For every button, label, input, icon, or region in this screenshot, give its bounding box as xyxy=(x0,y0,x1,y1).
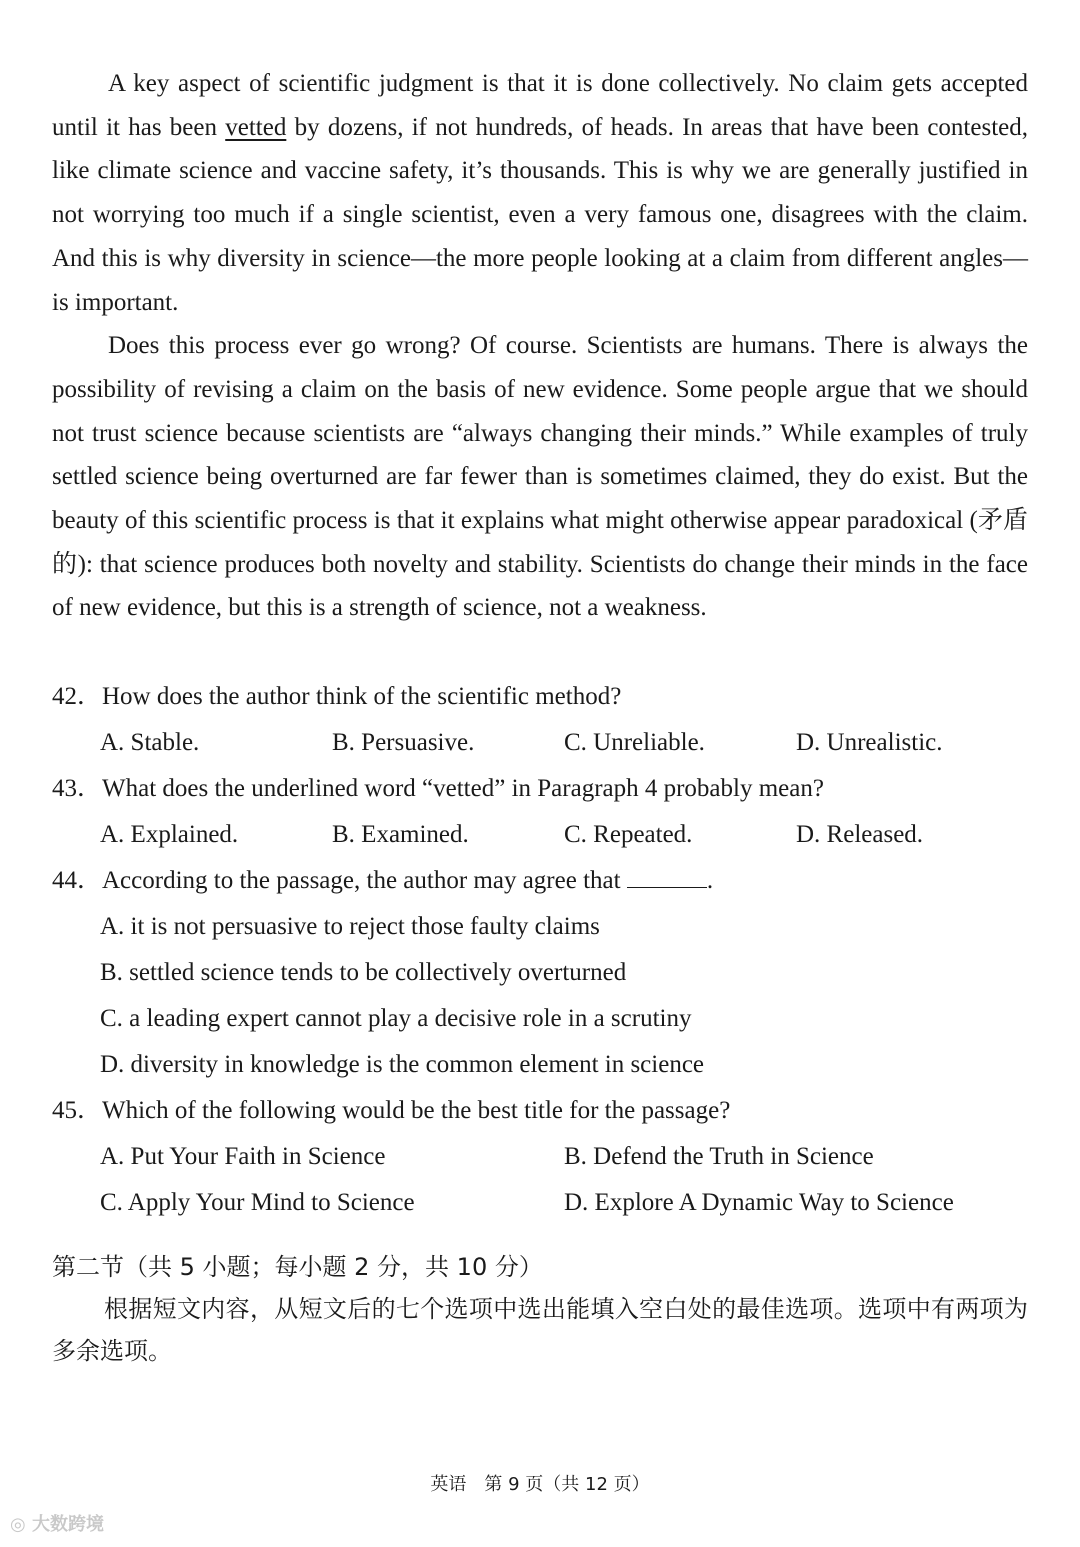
q43-option-b: B. Examined. xyxy=(332,821,469,849)
answer-blank xyxy=(627,867,707,888)
q44-option-b: B. settled science tends to be collectively overturned xyxy=(100,959,627,987)
q45-option-d: D. Explore A Dynamic Way to Science xyxy=(564,1189,954,1217)
spacer xyxy=(52,630,1028,674)
p1-text-before: A key aspect of scientific judgment is that it is done collectively. No claim gets accepted until it has been xyxy=(52,70,1028,141)
passage-paragraph-2: Does this process ever go wrong? Of course. Scientists are humans. There is always the possibility of revising a claim on the basis of new evidence. Some people argue that we should not trust science because scientists are “always changing their minds.” While examples of truly settled science being overturned are far fewer than is sometimes claimed, they do exist. But the beauty of this scientific process is that it explains what might otherwise appear paradoxical (矛盾的): that science produces both novelty and stability. Scientists do change their minds in the face of new evidence, but this is a strength of science, not a weakness. xyxy=(52,332,1028,622)
question-42-stem: 42．How does the author think of the scientific method? xyxy=(52,683,622,711)
passage-paragraph-1 xyxy=(52,62,1028,324)
watermark xyxy=(10,1510,104,1536)
question-43-options xyxy=(52,812,1028,858)
q44-stem-text: 44．According to the passage, the author may agree that xyxy=(52,867,621,895)
page-footer: 英语 第 9 页（共 12 页） xyxy=(430,1474,650,1495)
q45-option-a: A. Put Your Faith in Science xyxy=(100,1143,386,1171)
underlined-word-vetted: vetted xyxy=(225,113,287,141)
question-45-options-row-1 xyxy=(52,1134,1028,1180)
q44-option-a: A. it is not persuasive to reject those faulty claims xyxy=(100,913,600,941)
p1-text-after: by dozens, if not hundreds, of heads. In areas that have been contested, like climate science and vaccine safety, it’s thousands. This is why we are generally justified in not worrying too much if a single scientist, even a very famous one, disagrees with the claim. And this is why diversity in science—the more people looking at a claim from different angles—is important. xyxy=(52,113,1028,316)
question-43-stem: 43．What does the underlined word “vetted” in Paragraph 4 probably mean? xyxy=(52,775,824,803)
question-44-stem xyxy=(52,858,1028,904)
watermark-text: 大数跨境 xyxy=(32,1514,104,1535)
q44-stem-end: . xyxy=(706,867,714,895)
section-instruction: 根据短文内容，从短文后的七个选项中选出能填入空白处的最佳选项。选项中有两项为多余选项。 xyxy=(52,1295,1028,1366)
q42-option-c: C. Unreliable. xyxy=(564,729,705,757)
q45-option-c: C. Apply Your Mind to Science xyxy=(100,1189,415,1217)
q42-option-a: A. Stable. xyxy=(100,729,200,757)
q44-option-c: C. a leading expert cannot play a decisive role in a scrutiny xyxy=(100,1005,692,1033)
q44-option-d: D. diversity in knowledge is the common element in science xyxy=(100,1051,705,1079)
question-45-stem: 45．Which of the following would be the best title for the passage? xyxy=(52,1097,731,1125)
section-heading: 第二节（共 5 小题；每小题 2 分，共 10 分） xyxy=(52,1253,543,1282)
q43-option-c: C. Repeated. xyxy=(564,821,693,849)
weibo-logo-icon: ◎ xyxy=(10,1514,26,1535)
q45-option-b: B. Defend the Truth in Science xyxy=(564,1143,874,1171)
q42-option-d: D. Unrealistic. xyxy=(796,729,943,757)
q43-option-d: D. Released. xyxy=(796,821,924,849)
question-45-options-row-2 xyxy=(52,1180,1028,1226)
q42-option-b: B. Persuasive. xyxy=(332,729,475,757)
question-42-options xyxy=(52,720,1028,766)
q43-option-a: A. Explained. xyxy=(100,821,239,849)
exam-page xyxy=(52,62,1028,1372)
